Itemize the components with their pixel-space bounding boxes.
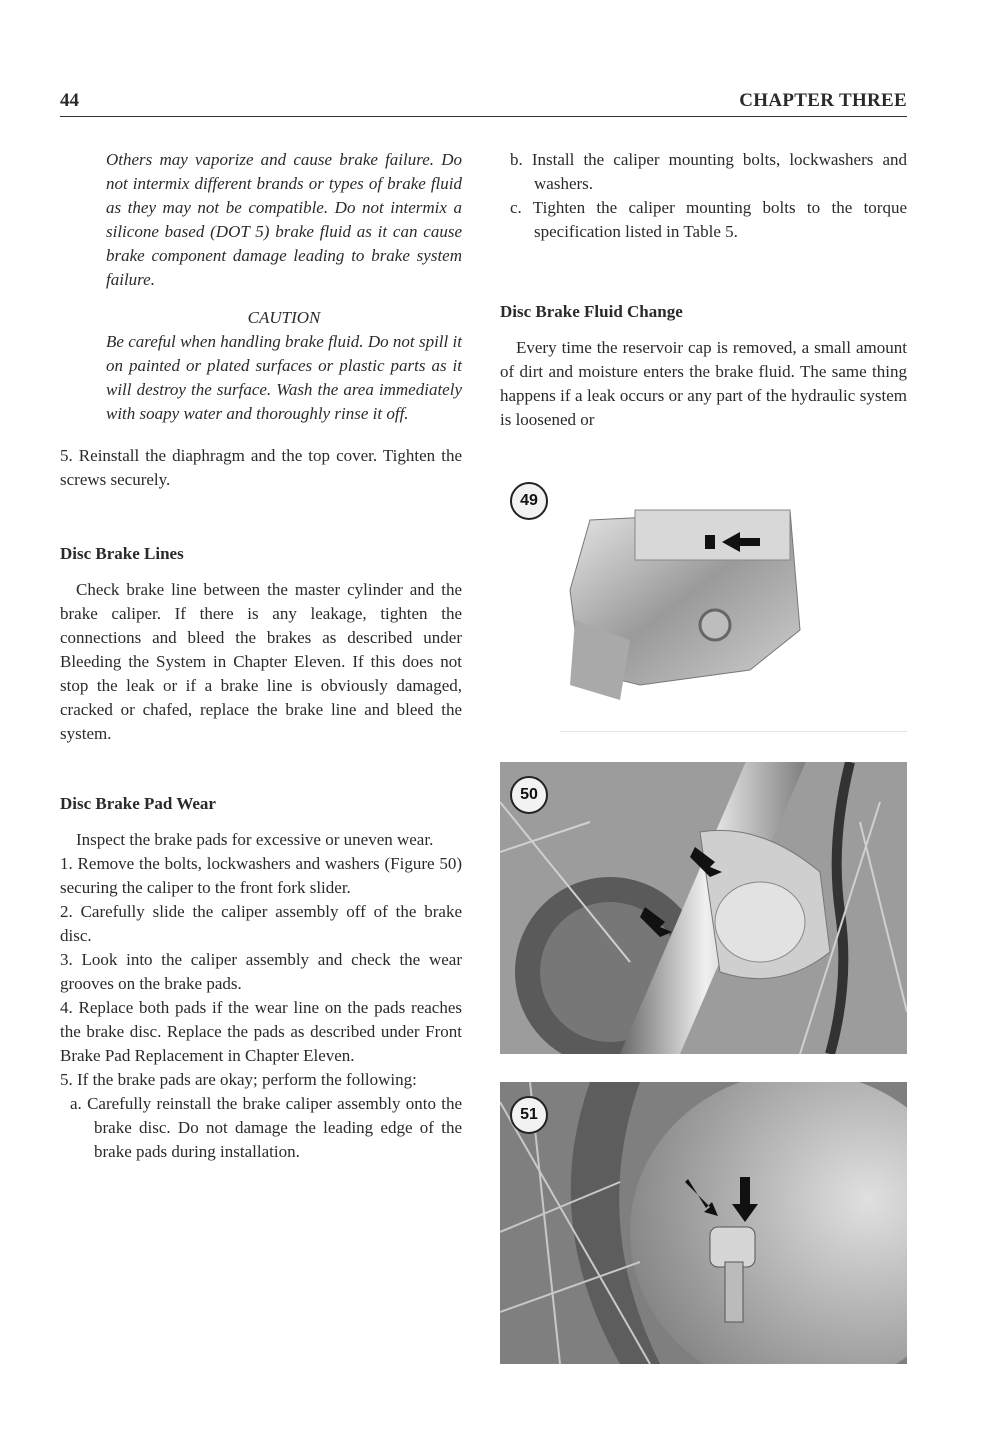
pad-step-4: 4. Replace both pads if the wear line on the pads reaches the brake disc. Replace the pads as described under Front Brake Pad Replacement in Chapter Eleven. <box>60 998 462 1065</box>
page-number: 44 <box>60 90 79 111</box>
paragraph-fluid-change: Every time the reservoir cap is removed, a small amount of dirt and moisture enters the brake fluid. The same thing happens if a leak occurs or any part of the hydraulic system is loosened or <box>500 338 907 429</box>
pad-step-2: 2. Carefully slide the caliper assembly off of the brake disc. <box>60 902 462 945</box>
step-5-reinstall: 5. Reinstall the diaphragm and the top cover. Tighten the screws securely. <box>60 446 462 489</box>
figure-number-badge: 49 <box>510 482 548 520</box>
figure-50-front-caliper-photo <box>500 762 907 1054</box>
right-column <box>500 148 907 432</box>
warning-text: Others may vaporize and cause brake failure. Do not intermix different brands or types of brake fluid as they may not be compatible. Do not intermix a silicone based (DOT 5) brake fluid as it can cause brake component damage leading to brake system failure. <box>106 150 462 289</box>
page-header <box>60 90 907 117</box>
figure-51-rear-caliper-photo <box>500 1082 907 1364</box>
pad-step-5: 5. If the brake pads are okay; perform the following: <box>60 1070 417 1089</box>
heading-disc-brake-pad-wear: Disc Brake Pad Wear <box>60 794 216 813</box>
heading-disc-brake-lines: Disc Brake Lines <box>60 544 184 563</box>
chapter-title: CHAPTER THREE <box>739 90 907 111</box>
pad-step-1: 1. Remove the bolts, lockwashers and washers (Figure 50) securing the caliper to the front fork slider. <box>60 854 462 897</box>
caution-text: Be careful when handling brake fluid. Do not spill it on painted or plated surfaces or plastic parts as it will destroy the surface. Wash the area immediately with soapy water and thoroughly rinse it off. <box>106 332 462 423</box>
paragraph-brake-lines: Check brake line between the master cylinder and the brake caliper. If there is any leakage, tighten the connections and bleed the brakes as described under Bleeding the System in Chapter Eleven. If this does not stop the leak or if a brake line is obviously damaged, cracked or chafed, replace the brake line and bleed the system. <box>60 580 462 743</box>
step-c: c. Tighten the caliper mounting bolts to the torque specification listed in Table 5. <box>510 198 907 241</box>
master-cylinder-photo-icon <box>500 470 907 732</box>
figure-49-master-cylinder-photo <box>500 470 907 732</box>
pad-step-5a: a. Carefully reinstall the brake caliper assembly onto the brake disc. Do not damage the leading edge of the brake pads during installation. <box>70 1094 462 1161</box>
figure-number-badge: 50 <box>510 776 548 814</box>
pad-step-3: 3. Look into the caliper assembly and check the wear grooves on the brake pads. <box>60 950 462 993</box>
left-column <box>60 148 462 1164</box>
figure-number-badge: 51 <box>510 1096 548 1134</box>
step-b: b. Install the caliper mounting bolts, lockwashers and washers. <box>510 150 907 193</box>
heading-disc-brake-fluid-change: Disc Brake Fluid Change <box>500 302 683 321</box>
paragraph-pad-intro: Inspect the brake pads for excessive or uneven wear. <box>76 830 434 849</box>
front-caliper-photo-icon <box>500 762 907 1054</box>
rear-caliper-photo-icon <box>500 1082 907 1364</box>
caution-title: CAUTION <box>247 308 321 327</box>
